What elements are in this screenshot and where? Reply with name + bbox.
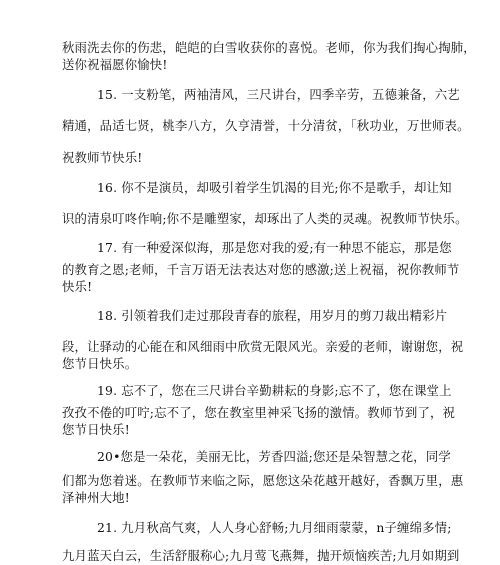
text-line: 们都为您着迷。在教师节来临之际，愿您这朵花越开越好，香飘万里，惠 bbox=[62, 473, 464, 488]
item-19-line-1: 19. 忘不了，您在三尺讲台辛勤耕耘的身影;忘不了，您在课堂上 bbox=[97, 383, 452, 398]
text-line: 孜孜不倦的叮咛;忘不了，您在教室里神采飞扬的激情。教师节到了，祝 bbox=[62, 405, 456, 420]
text-line: 您节日快乐。 bbox=[62, 356, 138, 371]
item-21-line-1: 21. 九月秋高气爽，人人身心舒畅;九月细雨蒙蒙，n子缠绵多情; bbox=[97, 520, 452, 535]
text-line: 九月蓝天白云，生活舒服称心;九月莺飞燕舞，抛开烦恼疾苦;九月如期到 bbox=[62, 548, 460, 563]
item-18-line-1: 18. 引领着我们走过那段青春的旅程，用岁月的剪刀裁出精彩片 bbox=[97, 308, 448, 323]
item-15-line-1: 15. 一支粉笔，两袖清风，三尺讲台，四季辛劳，五德兼备，六艺 bbox=[97, 87, 460, 102]
text-line: 精通，品适七贤，桃李八方，久亨清誉，十分清贫，「秋功业，万世师表。 bbox=[62, 118, 470, 133]
text-line: 的教育之恩;老师，千言万语无法表达对您的感激;送上祝福，祝你教师节 bbox=[62, 262, 460, 277]
item-20-line-1: 20•您是一朵花，美丽无比，芳香四溢;您还是朵智慧之花，同学 bbox=[97, 449, 451, 464]
text-line: 泽神州大地! bbox=[62, 490, 130, 505]
text-line: 祝教师节快乐! bbox=[62, 150, 143, 165]
text-line: 秋雨洗去你的伤悲，皑皑的白雪收获你的喜悦。老师，你为我们掏心掏肺， bbox=[62, 40, 476, 55]
text-line: 段，让驿动的心能在和风细雨中欣赏无限风光。亲爱的老师，谢谢您，祝 bbox=[62, 339, 464, 354]
text-line: 快乐! bbox=[62, 279, 93, 294]
item-16-line-1: 16. 你不是演员，却吸引着学生饥渴的目光;你不是歌手，却让知 bbox=[97, 180, 452, 195]
text-line: 您节日快乐! bbox=[62, 422, 130, 437]
text-line: 识的清泉叮咚作响;你不是雕塑家，却琢出了人类的灵魂。祝教师节快乐。 bbox=[62, 211, 468, 226]
text-line: 送你祝福愿你愉快! bbox=[62, 57, 168, 72]
item-17-line-1: 17. 有一种爱深似海，那是您对我的爱;有一种思不能忘，那是您 bbox=[97, 240, 452, 255]
